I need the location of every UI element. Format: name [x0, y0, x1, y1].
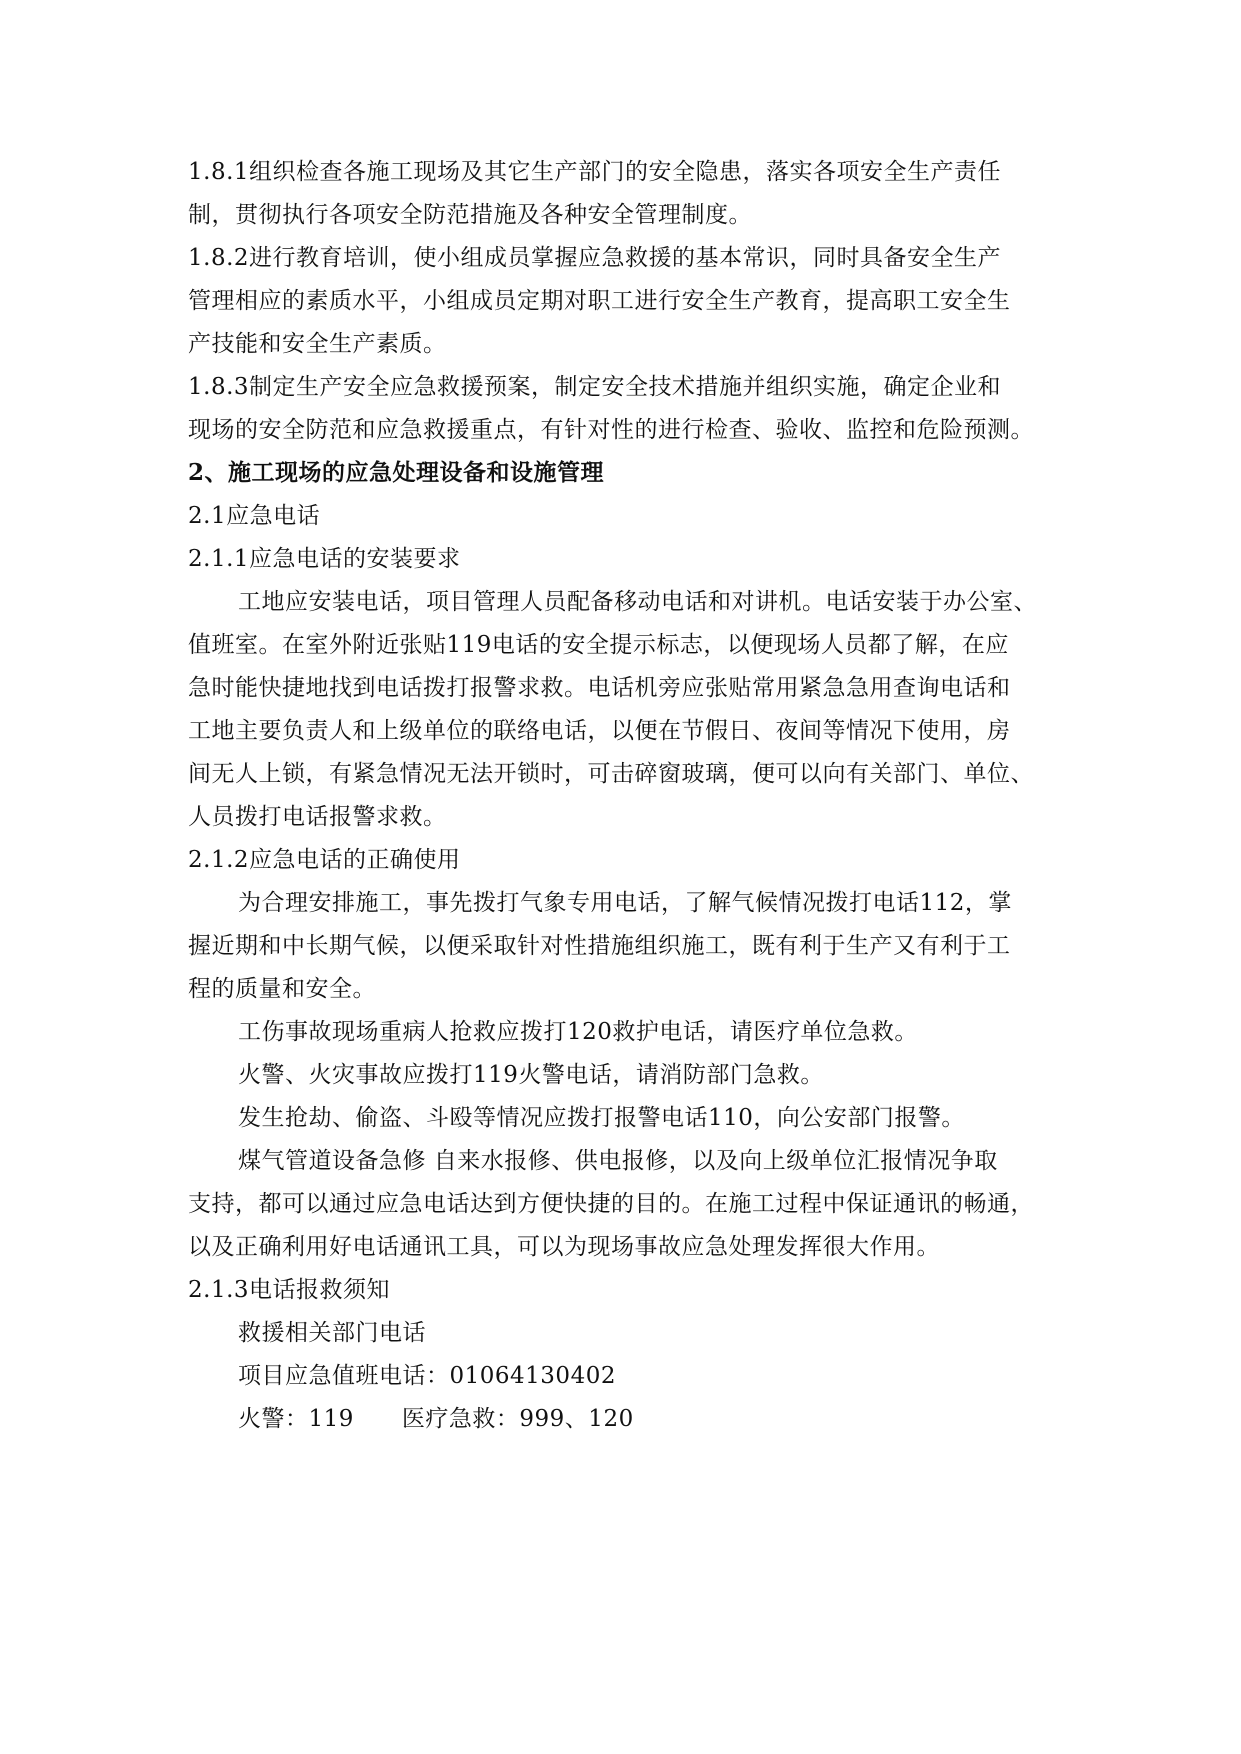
- paragraph-line: 程的质量和安全。: [188, 976, 376, 1002]
- paragraph-line: 发生抢劫、偷盗、斗殴等情况应拨打报警电话110，向公安部门报警。: [238, 1105, 965, 1131]
- paragraph-line: 支持，都可以通过应急电话达到方便快捷的目的。在施工过程中保证通讯的畅通，: [188, 1191, 1034, 1217]
- paragraph-line: 间无人上锁，有紧急情况无法开锁时，可击碎窗玻璃，便可以向有关部门、单位、: [188, 761, 1034, 787]
- paragraph-line: 现场的安全防范和应急救援重点，有针对性的进行检查、验收、监控和危险预测。: [188, 417, 1034, 443]
- paragraph-line: 值班室。在室外附近张贴119电话的安全提示标志，以便现场人员都了解，在应: [188, 632, 1009, 658]
- paragraph-line: 煤气管道设备急修 自来水报修、供电报修，以及向上级单位汇报情况争取: [238, 1148, 998, 1174]
- paragraph-line: 以及正确利用好电话通讯工具，可以为现场事故应急处理发挥很大作用。: [188, 1234, 940, 1260]
- paragraph-line: 人员拨打电话报警求救。: [188, 804, 447, 830]
- phone-number-line: 项目应急值班电话：01064130402: [238, 1363, 616, 1389]
- paragraph-line: 握近期和中长期气候，以便采取针对性措施组织施工，既有利于生产又有利于工: [188, 933, 1011, 959]
- subsection-heading: 2.1.1应急电话的安装要求: [188, 546, 461, 572]
- paragraph-line: 管理相应的素质水平，小组成员定期对职工进行安全生产教育，提高职工安全生: [188, 288, 1011, 314]
- paragraph-line: 火警、火灾事故应拨打119火警电话，请消防部门急救。: [238, 1062, 824, 1088]
- paragraph-line: 产技能和安全生产素质。: [188, 331, 447, 357]
- paragraph-line: 工地主要负责人和上级单位的联络电话，以便在节假日、夜间等情况下使用，房: [188, 718, 1011, 744]
- section-heading: 2、施工现场的应急处理设备和设施管理: [188, 459, 605, 486]
- paragraph-line: 制，贯彻执行各项安全防范措施及各种安全管理制度。: [188, 202, 752, 228]
- paragraph-line: 为合理安排施工，事先拨打气象专用电话，了解气候情况拨打电话112，掌: [238, 890, 1012, 916]
- subsection-heading: 2.1.3电话报救须知: [188, 1277, 391, 1303]
- paragraph-line: 急时能快捷地找到电话拨打报警求救。电话机旁应张贴常用紧急急用查询电话和: [188, 675, 1011, 701]
- paragraph-line: 工地应安装电话，项目管理人员配备移动电话和对讲机。电话安装于办公室、: [238, 589, 1037, 615]
- paragraph-line: 工伤事故现场重病人抢救应拨打120救护电话，请医疗单位急救。: [238, 1019, 918, 1045]
- paragraph-line: 1.8.1组织检查各施工现场及其它生产部门的安全隐患，落实各项安全生产责任: [188, 159, 1002, 185]
- medical-phone: 医疗急救：999、120: [401, 1406, 634, 1432]
- phone-number-line: [238, 1404, 634, 1434]
- subsection-heading: 2.1.2应急电话的正确使用: [188, 847, 461, 873]
- paragraph-line: 1.8.2进行教育培训，使小组成员掌握应急救援的基本常识，同时具备安全生产: [188, 245, 1002, 271]
- paragraph-line: 1.8.3制定生产安全应急救援预案，制定安全技术措施并组织实施，确定企业和: [188, 374, 1002, 400]
- paragraph-line: 救援相关部门电话: [238, 1320, 426, 1346]
- subsection-heading: 2.1应急电话: [188, 503, 321, 529]
- fire-phone: 火警：119: [238, 1406, 354, 1432]
